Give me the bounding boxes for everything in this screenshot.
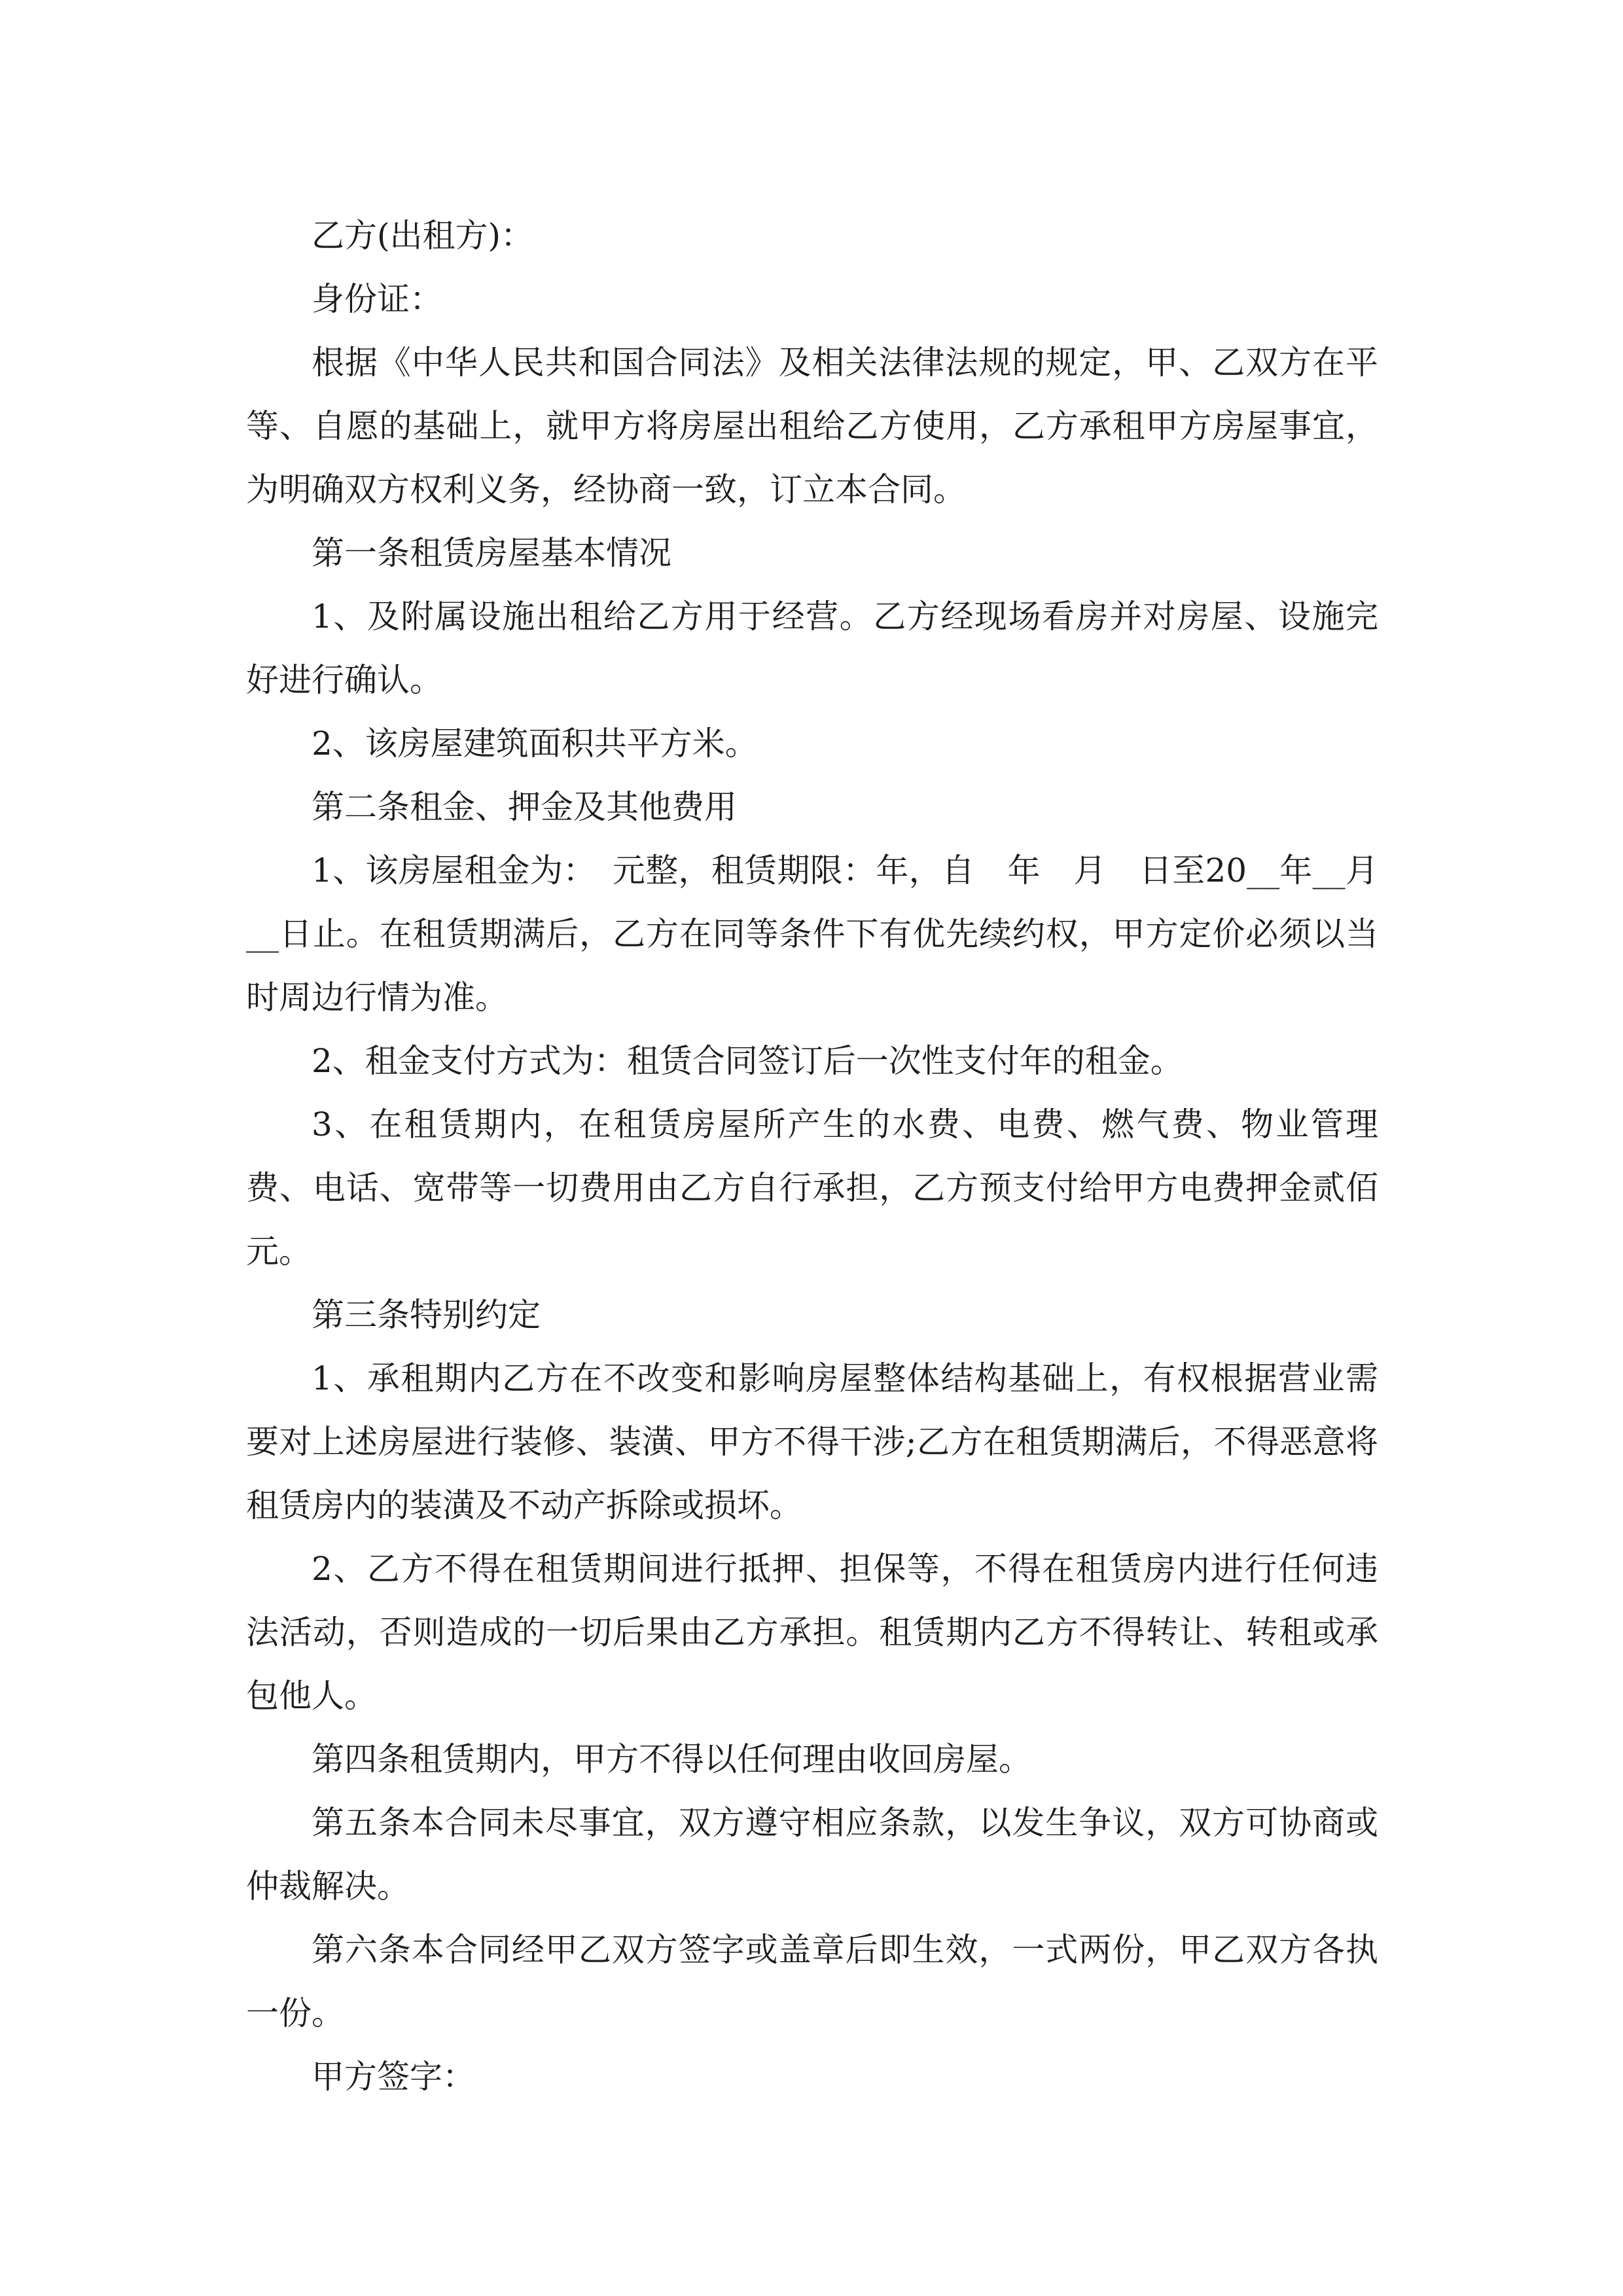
article-1-clause-2: 2、该房屋建筑面积共平方米。 [312, 725, 758, 762]
party-b-lessor-line: 乙方(出租方)： [312, 217, 534, 255]
article-2-clause-3: 3、在租赁期内，在租赁房屋所产生的水费、电费、燃气费、物业管理费、电话、宽带等一切费用由乙方自行承担，乙方预支付给甲方电费押金贰佰元。 [246, 1105, 1378, 1270]
article-2-clause-1: 1、该房屋租金为： 元整，租赁期限：年，自 年 月 日至20__年__月__日止。在租赁期满后，乙方在同等条件下有优先续约权，甲方定价必须以当时周边行情为准。 [246, 852, 1378, 1016]
article-6: 第六条本合同经甲乙双方签字或盖章后即生效，一式两份，甲乙双方各执一份。 [246, 1931, 1378, 2032]
party-a-signature-line: 甲方签字： [312, 2058, 475, 2096]
article-1-heading: 第一条租赁房屋基本情况 [312, 534, 671, 572]
article-1-clause-1: 1、及附属设施出租给乙方用于经营。乙方经现场看房并对房屋、设施完好进行确认。 [246, 598, 1378, 699]
article-2-heading: 第二条租金、押金及其他费用 [312, 788, 737, 826]
article-2-clause-2: 2、租金支付方式为：租赁合同签订后一次性支付年的租金。 [312, 1042, 1183, 1080]
id-card-line: 身份证： [312, 280, 442, 318]
article-3-clause-1: 1、承租期内乙方在不改变和影响房屋整体结构基础上，有权根据营业需要对上述房屋进行装修、装潢、甲方不得干涉;乙方在租赁期满后，不得恶意将租赁房内的装潢及不动产拆除或损坏。 [246, 1359, 1378, 1524]
article-3-heading: 第三条特别约定 [312, 1296, 541, 1334]
article-4: 第四条租赁期内，甲方不得以任何理由收回房屋。 [312, 1740, 1031, 1778]
document-body [246, 204, 1378, 2109]
article-3-clause-2: 2、乙方不得在租赁期间进行抵押、担保等，不得在租赁房内进行任何违法活动，否则造成的一切后果由乙方承担。租赁期内乙方不得转让、转租或承包他人。 [246, 1550, 1378, 1715]
preamble-paragraph: 根据《中华人民共和国合同法》及相关法律法规的规定，甲、乙双方在平等、自愿的基础上，就甲方将房屋出租给乙方使用，乙方承租甲方房屋事宜，为明确双方权利义务，经协商一致，订立本合同。 [246, 344, 1378, 509]
article-5: 第五条本合同未尽事宜，双方遵守相应条款，以发生争议，双方可协商或仲裁解决。 [246, 1804, 1378, 1905]
